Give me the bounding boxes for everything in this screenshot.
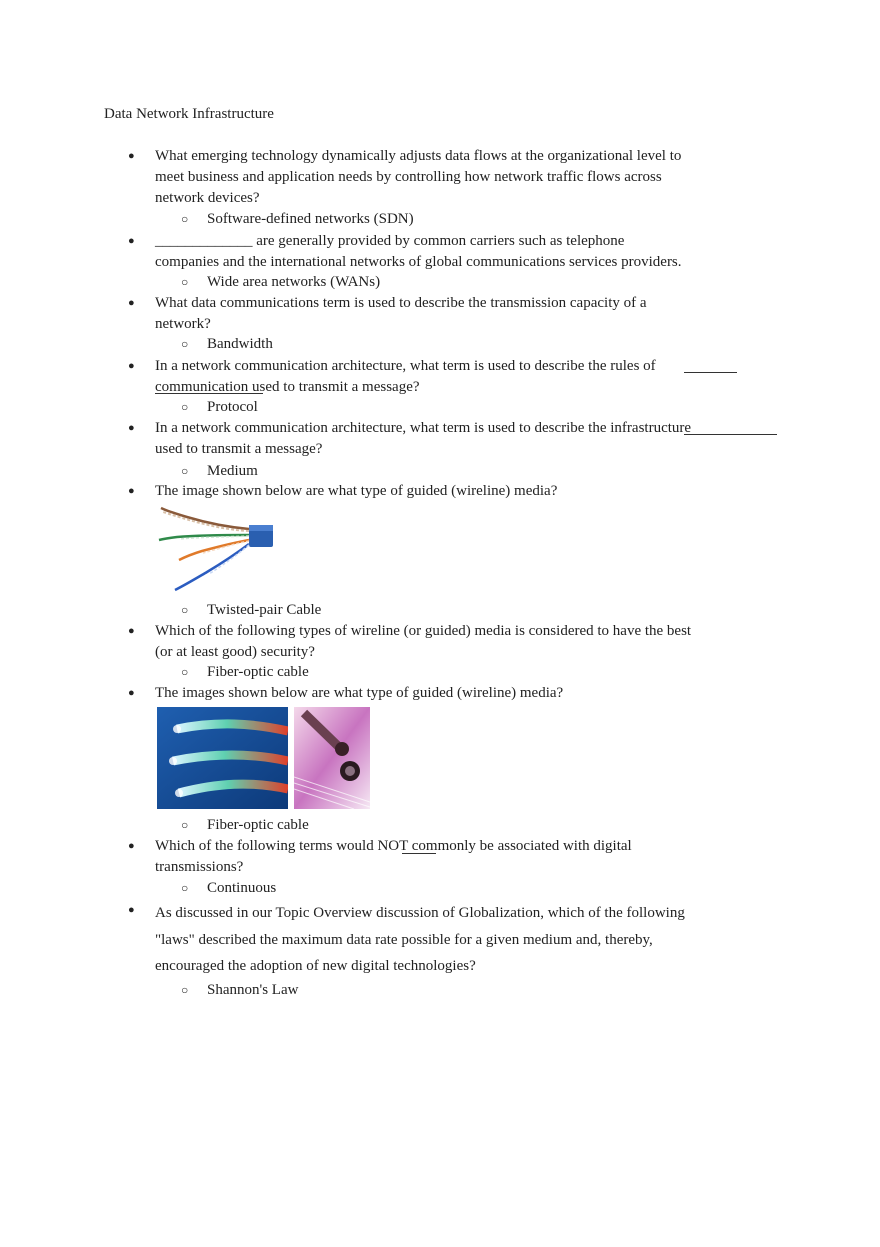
- bullet: ●: [128, 625, 135, 637]
- sub-bullet: ○: [181, 400, 189, 414]
- sub-bullet: ○: [181, 665, 189, 679]
- bullet: ●: [128, 297, 135, 309]
- question-6: [155, 481, 755, 502]
- fiber-optic-strands-image: [157, 707, 288, 809]
- sub-bullet: ○: [181, 337, 189, 351]
- bullet: ●: [128, 235, 135, 247]
- question-line: In a network communication architecture, what term is used to describe the rules of: [155, 358, 656, 374]
- question-10: [155, 900, 755, 980]
- answer-6: Twisted-pair Cable: [207, 602, 322, 618]
- question-line: communication used to transmit a message?: [155, 379, 420, 395]
- underline-decoration: [684, 434, 777, 435]
- underline-decoration: [684, 372, 737, 373]
- question-line: Which of the following types of wireline (or guided) media is considered to have the best: [155, 623, 692, 639]
- question-line: What data communications term is used to describe the transmission capacity of a: [155, 295, 647, 311]
- question-line: companies and the international networks of global communications services providers.: [155, 254, 682, 270]
- question-1: [155, 146, 755, 209]
- question-7: [155, 621, 755, 663]
- fiber-optic-connector-image: [294, 707, 370, 809]
- bullet: ●: [128, 840, 135, 852]
- question-line: encouraged the adoption of new digital technologies?: [155, 958, 476, 974]
- answer-8: Fiber-optic cable: [207, 817, 309, 833]
- answer-10: Shannon's Law: [207, 982, 299, 998]
- question-line: "laws" described the maximum data rate possible for a given medium and, thereby,: [155, 931, 653, 948]
- question-2: [155, 231, 775, 273]
- bullet: ●: [128, 687, 135, 699]
- answer-4: Protocol: [207, 399, 258, 415]
- question-5: [155, 418, 785, 460]
- sub-bullet: ○: [181, 464, 189, 478]
- question-line: network devices?: [155, 190, 260, 206]
- answer-1: Software-defined networks (SDN): [207, 211, 414, 227]
- question-line: In a network communication architecture, what term is used to describe the infrastructure: [155, 420, 692, 436]
- question-line: The image shown below are what type of guided (wireline) media?: [155, 483, 558, 499]
- bullet: ●: [128, 904, 135, 916]
- question-line: used to transmit a message?: [155, 441, 323, 457]
- question-line: meet business and application needs by controlling how network traffic flows across: [155, 169, 662, 185]
- question-line: Which of the following terms would NOT commonly be associated with digital: [155, 838, 632, 854]
- sub-bullet: ○: [181, 603, 189, 617]
- bullet: ●: [128, 485, 135, 497]
- answer-2: Wide area networks (WANs): [207, 274, 381, 290]
- question-4: [155, 356, 755, 398]
- page-title: Data Network Infrastructure: [104, 106, 274, 122]
- underline-decoration: [402, 853, 436, 854]
- question-3: [155, 293, 755, 335]
- sub-bullet: ○: [181, 881, 189, 895]
- question-8: [155, 683, 755, 704]
- question-line: _____________ are generally provided by common carriers such as telephone: [155, 233, 625, 249]
- twisted-pair-cable-image: [157, 505, 275, 593]
- question-line: What emerging technology dynamically adjusts data flows at the organizational level to: [155, 148, 682, 164]
- answer-9: Continuous: [207, 880, 277, 896]
- sub-bullet: ○: [181, 818, 189, 832]
- bullet: ●: [128, 150, 135, 162]
- question-line: As discussed in our Topic Overview discussion of Globalization, which of the following: [155, 905, 685, 921]
- answer-5: Medium: [207, 463, 258, 479]
- question-line: network?: [155, 316, 211, 332]
- answer-3: Bandwidth: [207, 336, 273, 352]
- bullet: ●: [128, 360, 135, 372]
- bullet: ●: [128, 422, 135, 434]
- sub-bullet: ○: [181, 983, 189, 997]
- question-9: [155, 836, 755, 878]
- question-line: (or at least good) security?: [155, 644, 315, 660]
- question-line: The images shown below are what type of guided (wireline) media?: [155, 685, 564, 701]
- sub-bullet: ○: [181, 212, 189, 226]
- answer-7: Fiber-optic cable: [207, 664, 309, 680]
- sub-bullet: ○: [181, 275, 189, 289]
- underline-decoration: [155, 393, 263, 394]
- question-line: transmissions?: [155, 859, 244, 875]
